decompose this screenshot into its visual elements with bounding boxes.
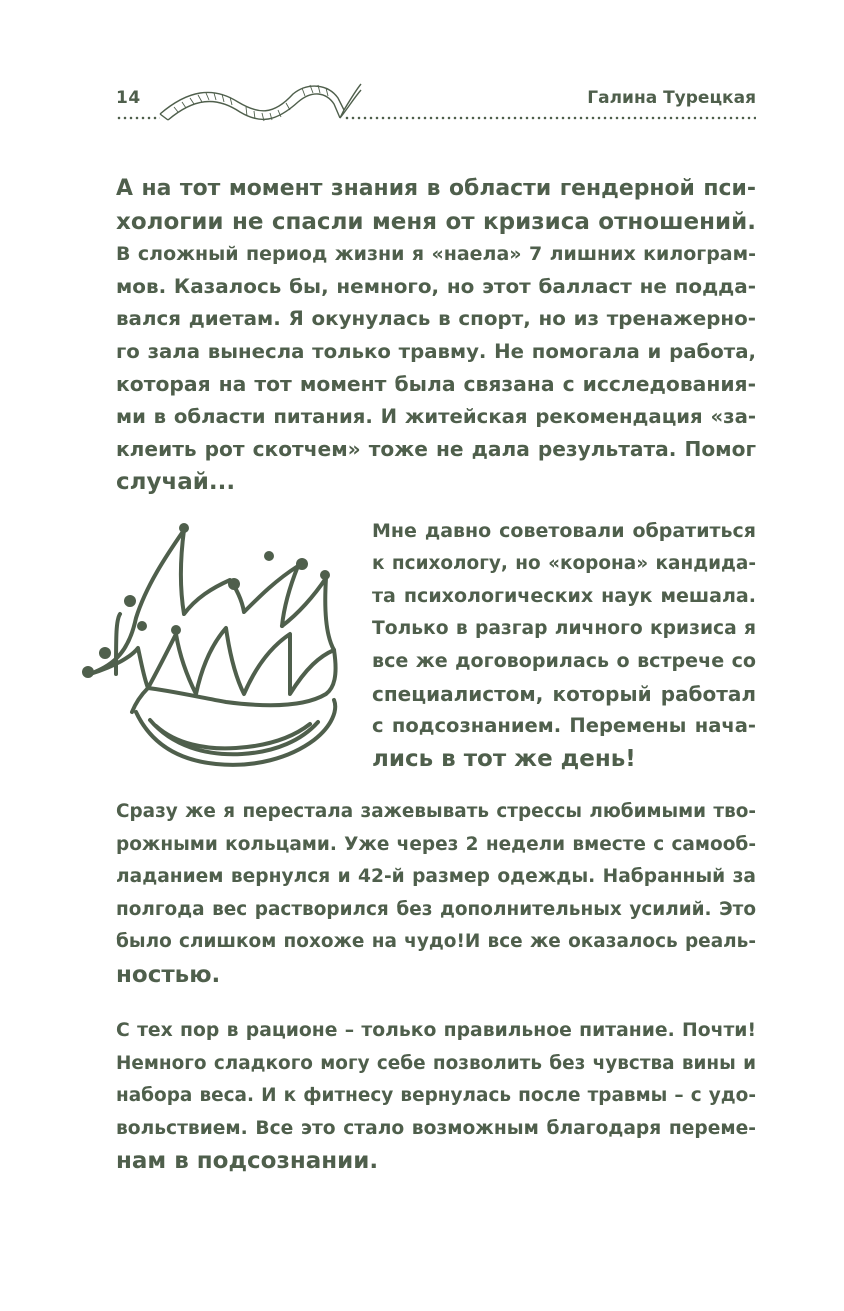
page-number: 14 — [116, 88, 141, 108]
text-line: с подсознанием. Перемены нача- — [372, 714, 756, 737]
text-line: А на тот момент знания в области гендерной пси- — [116, 176, 756, 201]
text-line: которая на тот момент была связана с исследования- — [116, 372, 756, 396]
text-line: ладанием вернулся и 42-й размер одежды. Набранный за — [116, 866, 756, 887]
text-line: Немного сладкого могу себе позволить без чувства вины и — [116, 1052, 756, 1074]
measuring-tape-icon — [158, 80, 363, 124]
author-name: Галина Турецкая — [587, 88, 756, 108]
text-line: та психологических наук мешала. — [372, 585, 756, 607]
text-line: полгода вес растворился без дополнительных усилий. Это — [116, 898, 756, 920]
dotted-rule-right — [344, 116, 756, 120]
text-line: лись в тот же день! — [372, 745, 636, 772]
text-line: было слишком похоже на чудо!И все же оказалось реаль- — [116, 931, 756, 952]
text-line: нам в подсознании. — [116, 1148, 379, 1174]
dotted-rule-left — [116, 116, 160, 120]
paragraph-2 — [372, 515, 756, 775]
text-line: ностью. — [116, 961, 221, 988]
text-line: С тех пор в рационе – только правильное питание. Почти! — [116, 1020, 756, 1041]
text-line: ми в области питания. И житейская рекомендация «за- — [116, 404, 756, 428]
text-line: вольствием. Все это стало возможным благодаря переме- — [116, 1117, 756, 1139]
page-header — [116, 80, 756, 130]
text-line: все же договорилась о встрече со — [372, 649, 756, 672]
text-line: к психологу, но «корона» кандида- — [372, 552, 756, 574]
text-line: мов. Казалось бы, немного, но этот балласт не подда- — [116, 274, 756, 298]
text-line: Только в разгар личного кризиса я — [372, 617, 756, 639]
text-line: рожными кольцами. Уже через 2 недели вместе с самооб- — [116, 833, 756, 855]
text-line: клеить рот скотчем» тоже не дала результата. Помог — [116, 437, 756, 461]
text-line: вался диетам. Я окунулась в спорт, но из тренажерно- — [116, 307, 756, 330]
text-line: го зала вынесла только травму. Не помогала и работа, — [116, 339, 756, 363]
text-line: Сразу же я перестала зажевывать стрессы любимыми тво- — [116, 801, 756, 822]
text-line: хологии не спасли меня от кризиса отношений. — [116, 208, 756, 235]
crown-icon — [76, 516, 351, 784]
text-line: В сложный период жизни я «наела» 7 лишних килограм- — [116, 243, 756, 265]
text-line: специалистом, который работал — [372, 681, 756, 706]
text-line: случай... — [116, 468, 236, 495]
text-line: набора веса. И к фитнесу вернулась после травмы – с удо- — [116, 1085, 756, 1106]
paragraph-4 — [116, 1015, 756, 1178]
text-line: Мне давно советовали обратиться — [372, 520, 756, 542]
paragraph-1 — [116, 173, 756, 498]
paragraph-3 — [116, 796, 756, 991]
